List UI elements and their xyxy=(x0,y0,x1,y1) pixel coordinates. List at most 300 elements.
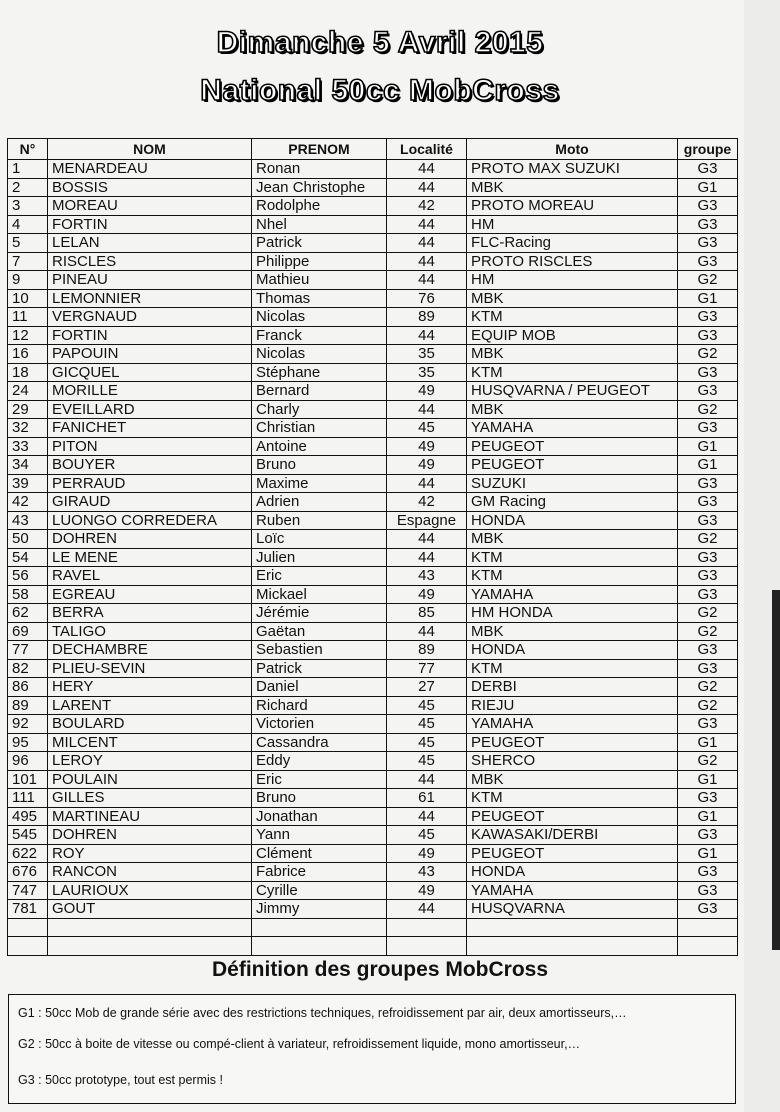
cell-prenom: Cyrille xyxy=(252,881,387,900)
cell-prenom: Sebastien xyxy=(252,641,387,660)
table-row xyxy=(8,863,738,882)
table-row xyxy=(8,530,738,549)
cell-nom: ROY xyxy=(48,844,252,863)
cell-groupe: G3 xyxy=(678,474,738,493)
table-row xyxy=(8,789,738,808)
cell-groupe: G3 xyxy=(678,659,738,678)
cell-groupe: G3 xyxy=(678,363,738,382)
cell-moto: KTM xyxy=(467,548,678,567)
cell-nom: LARENT xyxy=(48,696,252,715)
cell-prenom xyxy=(252,918,387,937)
cell-number: 9 xyxy=(8,271,48,290)
cell-number: 3 xyxy=(8,197,48,216)
cell-nom: PAPOUIN xyxy=(48,345,252,364)
definitions-box xyxy=(8,994,736,1104)
cell-prenom: Nhel xyxy=(252,215,387,234)
cell-nom: GICQUEL xyxy=(48,363,252,382)
column-header-prenom: PRENOM xyxy=(252,139,387,160)
cell-nom: FANICHET xyxy=(48,419,252,438)
cell-number: 4 xyxy=(8,215,48,234)
table-row xyxy=(8,548,738,567)
cell-localite: 77 xyxy=(387,659,467,678)
cell-groupe: G2 xyxy=(678,622,738,641)
cell-nom: BOUYER xyxy=(48,456,252,475)
cell-groupe: G2 xyxy=(678,345,738,364)
cell-moto: MBK xyxy=(467,345,678,364)
cell-nom: LEROY xyxy=(48,752,252,771)
cell-localite xyxy=(387,918,467,937)
cell-moto xyxy=(467,918,678,937)
table-row xyxy=(8,567,738,586)
cell-groupe: G3 xyxy=(678,197,738,216)
cell-prenom: Fabrice xyxy=(252,863,387,882)
cell-groupe: G1 xyxy=(678,733,738,752)
cell-number: 54 xyxy=(8,548,48,567)
cell-number: 58 xyxy=(8,585,48,604)
cell-number: 2 xyxy=(8,178,48,197)
cell-groupe: G3 xyxy=(678,160,738,179)
table-row xyxy=(8,844,738,863)
table-row xyxy=(8,604,738,623)
cell-localite: 27 xyxy=(387,678,467,697)
cell-nom xyxy=(48,937,252,956)
page-title-event: National 50cc MobCross xyxy=(200,74,560,107)
cell-groupe xyxy=(678,918,738,937)
cell-prenom: Thomas xyxy=(252,289,387,308)
cell-moto: MBK xyxy=(467,289,678,308)
cell-prenom: Jérémie xyxy=(252,604,387,623)
cell-nom: BOULARD xyxy=(48,715,252,734)
table-row xyxy=(8,511,738,530)
cell-nom: PLIEU-SEVIN xyxy=(48,659,252,678)
cell-localite: 44 xyxy=(387,271,467,290)
column-header-groupe: groupe xyxy=(678,139,738,160)
cell-nom: GOUT xyxy=(48,900,252,919)
cell-nom: EVEILLARD xyxy=(48,400,252,419)
table-row xyxy=(8,752,738,771)
cell-number: 32 xyxy=(8,419,48,438)
cell-prenom: Bruno xyxy=(252,789,387,808)
cell-localite: 44 xyxy=(387,622,467,641)
cell-groupe: G3 xyxy=(678,234,738,253)
cell-number: 77 xyxy=(8,641,48,660)
column-header-nom: NOM xyxy=(48,139,252,160)
cell-localite: 45 xyxy=(387,826,467,845)
cell-moto: YAMAHA xyxy=(467,585,678,604)
cell-moto: YAMAHA xyxy=(467,715,678,734)
cell-number: 12 xyxy=(8,326,48,345)
cell-groupe: G1 xyxy=(678,178,738,197)
cell-prenom: Stéphane xyxy=(252,363,387,382)
table-row xyxy=(8,215,738,234)
cell-prenom: Maxime xyxy=(252,474,387,493)
cell-nom: MENARDEAU xyxy=(48,160,252,179)
cell-moto: YAMAHA xyxy=(467,881,678,900)
definitions-title: Définition des groupes MobCross xyxy=(211,958,549,981)
cell-localite: 44 xyxy=(387,400,467,419)
cell-localite: 49 xyxy=(387,382,467,401)
cell-groupe: G3 xyxy=(678,252,738,271)
cell-localite: 49 xyxy=(387,844,467,863)
cell-number: 747 xyxy=(8,881,48,900)
table-row xyxy=(8,326,738,345)
cell-number: 5 xyxy=(8,234,48,253)
cell-number: 622 xyxy=(8,844,48,863)
cell-number: 24 xyxy=(8,382,48,401)
cell-prenom: Eric xyxy=(252,567,387,586)
cell-number: 495 xyxy=(8,807,48,826)
cell-localite: 35 xyxy=(387,345,467,364)
cell-prenom: Patrick xyxy=(252,234,387,253)
cell-nom: LEMONNIER xyxy=(48,289,252,308)
cell-moto: YAMAHA xyxy=(467,419,678,438)
cell-number: 7 xyxy=(8,252,48,271)
table-row xyxy=(8,659,738,678)
cell-number: 781 xyxy=(8,900,48,919)
table-row xyxy=(8,474,738,493)
cell-groupe: G3 xyxy=(678,789,738,808)
cell-nom: POULAIN xyxy=(48,770,252,789)
cell-groupe: G3 xyxy=(678,326,738,345)
cell-number xyxy=(8,937,48,956)
cell-nom: RISCLES xyxy=(48,252,252,271)
cell-groupe: G3 xyxy=(678,585,738,604)
cell-localite: 89 xyxy=(387,641,467,660)
cell-moto xyxy=(467,937,678,956)
table-header-row xyxy=(8,139,738,160)
cell-number: 95 xyxy=(8,733,48,752)
cell-localite: 44 xyxy=(387,160,467,179)
cell-moto: PEUGEOT xyxy=(467,844,678,863)
cell-localite: 44 xyxy=(387,530,467,549)
cell-localite: 42 xyxy=(387,493,467,512)
cell-moto: PEUGEOT xyxy=(467,733,678,752)
cell-prenom: Rodolphe xyxy=(252,197,387,216)
table-row xyxy=(8,419,738,438)
cell-prenom: Clément xyxy=(252,844,387,863)
cell-groupe: G1 xyxy=(678,437,738,456)
cell-localite: 45 xyxy=(387,752,467,771)
cell-localite: 76 xyxy=(387,289,467,308)
cell-localite: 44 xyxy=(387,234,467,253)
cell-groupe: G3 xyxy=(678,493,738,512)
cell-number: 545 xyxy=(8,826,48,845)
cell-nom: TALIGO xyxy=(48,622,252,641)
cell-number: 33 xyxy=(8,437,48,456)
cell-moto: PEUGEOT xyxy=(467,437,678,456)
cell-localite: 44 xyxy=(387,770,467,789)
cell-localite: 44 xyxy=(387,252,467,271)
cell-localite: 43 xyxy=(387,863,467,882)
page-title-date: Dimanche 5 Avril 2015 xyxy=(216,26,544,59)
cell-moto: PROTO MAX SUZUKI xyxy=(467,160,678,179)
table-row xyxy=(8,807,738,826)
table-row xyxy=(8,585,738,604)
cell-moto: MBK xyxy=(467,178,678,197)
cell-number: 39 xyxy=(8,474,48,493)
cell-number: 676 xyxy=(8,863,48,882)
cell-groupe: G1 xyxy=(678,289,738,308)
cell-moto: MBK xyxy=(467,622,678,641)
cell-prenom: Ronan xyxy=(252,160,387,179)
cell-moto: EQUIP MOB xyxy=(467,326,678,345)
cell-nom: DECHAMBRE xyxy=(48,641,252,660)
cell-moto: HUSQVARNA xyxy=(467,900,678,919)
cell-prenom: Nicolas xyxy=(252,345,387,364)
cell-moto: KTM xyxy=(467,308,678,327)
cell-prenom: Gaëtan xyxy=(252,622,387,641)
cell-prenom: Mickael xyxy=(252,585,387,604)
cell-nom: MARTINEAU xyxy=(48,807,252,826)
cell-nom: GIRAUD xyxy=(48,493,252,512)
cell-localite: 44 xyxy=(387,215,467,234)
cell-localite: 42 xyxy=(387,197,467,216)
cell-groupe: G3 xyxy=(678,548,738,567)
cell-prenom: Christian xyxy=(252,419,387,438)
cell-localite: 44 xyxy=(387,178,467,197)
cell-localite: Espagne xyxy=(387,511,467,530)
cell-prenom: Charly xyxy=(252,400,387,419)
cell-number: 62 xyxy=(8,604,48,623)
cell-moto: HONDA xyxy=(467,863,678,882)
table-row xyxy=(8,881,738,900)
cell-nom: LELAN xyxy=(48,234,252,253)
cell-localite: 44 xyxy=(387,900,467,919)
cell-prenom: Bruno xyxy=(252,456,387,475)
cell-prenom: Adrien xyxy=(252,493,387,512)
table-row xyxy=(8,363,738,382)
cell-moto: KTM xyxy=(467,789,678,808)
cell-moto: RIEJU xyxy=(467,696,678,715)
cell-number: 92 xyxy=(8,715,48,734)
cell-localite: 44 xyxy=(387,326,467,345)
column-header-localite: Localité xyxy=(387,139,467,160)
table-row xyxy=(8,715,738,734)
cell-nom: LE MENE xyxy=(48,548,252,567)
cell-groupe xyxy=(678,937,738,956)
column-header-moto: Moto xyxy=(467,139,678,160)
cell-number: 111 xyxy=(8,789,48,808)
cell-moto: KTM xyxy=(467,363,678,382)
table-row xyxy=(8,622,738,641)
cell-moto: MBK xyxy=(467,770,678,789)
cell-number: 29 xyxy=(8,400,48,419)
cell-nom: RANCON xyxy=(48,863,252,882)
cell-localite: 45 xyxy=(387,696,467,715)
table-row xyxy=(8,770,738,789)
cell-localite: 45 xyxy=(387,715,467,734)
cell-localite: 45 xyxy=(387,419,467,438)
cell-moto: KTM xyxy=(467,567,678,586)
cell-groupe: G2 xyxy=(678,400,738,419)
cell-groupe: G3 xyxy=(678,215,738,234)
cell-number: 16 xyxy=(8,345,48,364)
cell-groupe: G1 xyxy=(678,844,738,863)
cell-nom: PERRAUD xyxy=(48,474,252,493)
cell-moto: PEUGEOT xyxy=(467,807,678,826)
cell-groupe: G3 xyxy=(678,382,738,401)
table-row xyxy=(8,289,738,308)
cell-moto: FLC-Racing xyxy=(467,234,678,253)
cell-prenom: Patrick xyxy=(252,659,387,678)
cell-prenom: Eddy xyxy=(252,752,387,771)
table-row xyxy=(8,252,738,271)
cell-localite: 44 xyxy=(387,548,467,567)
cell-prenom xyxy=(252,937,387,956)
scan-edge xyxy=(744,0,780,1112)
cell-prenom: Ruben xyxy=(252,511,387,530)
table-row xyxy=(8,493,738,512)
cell-number xyxy=(8,918,48,937)
cell-moto: KTM xyxy=(467,659,678,678)
cell-groupe: G1 xyxy=(678,807,738,826)
cell-number: 10 xyxy=(8,289,48,308)
table-row xyxy=(8,178,738,197)
cell-moto: KAWASAKI/DERBI xyxy=(467,826,678,845)
cell-nom: GILLES xyxy=(48,789,252,808)
table-row xyxy=(8,437,738,456)
table-row xyxy=(8,271,738,290)
cell-groupe: G3 xyxy=(678,881,738,900)
cell-groupe: G2 xyxy=(678,604,738,623)
cell-number: 82 xyxy=(8,659,48,678)
column-header-number: N° xyxy=(8,139,48,160)
table-row xyxy=(8,937,738,956)
cell-nom: FORTIN xyxy=(48,326,252,345)
cell-nom: PITON xyxy=(48,437,252,456)
cell-nom: VERGNAUD xyxy=(48,308,252,327)
cell-prenom: Yann xyxy=(252,826,387,845)
table-row xyxy=(8,918,738,937)
cell-localite: 61 xyxy=(387,789,467,808)
cell-prenom: Jean Christophe xyxy=(252,178,387,197)
cell-groupe: G3 xyxy=(678,419,738,438)
cell-localite: 89 xyxy=(387,308,467,327)
definition-g1: G1 : 50cc Mob de grande série avec des restrictions techniques, refroidissement par air, deux amortisseurs,… xyxy=(18,1006,627,1020)
cell-number: 1 xyxy=(8,160,48,179)
cell-groupe: G2 xyxy=(678,271,738,290)
cell-groupe: G2 xyxy=(678,678,738,697)
table-row xyxy=(8,345,738,364)
cell-nom: RAVEL xyxy=(48,567,252,586)
cell-moto: PROTO RISCLES xyxy=(467,252,678,271)
cell-localite: 43 xyxy=(387,567,467,586)
cell-prenom: Jonathan xyxy=(252,807,387,826)
cell-localite: 44 xyxy=(387,474,467,493)
cell-prenom: Richard xyxy=(252,696,387,715)
cell-prenom: Bernard xyxy=(252,382,387,401)
table-row xyxy=(8,456,738,475)
table-row xyxy=(8,234,738,253)
table-row xyxy=(8,197,738,216)
cell-nom: MILCENT xyxy=(48,733,252,752)
cell-localite: 45 xyxy=(387,733,467,752)
table-row xyxy=(8,160,738,179)
cell-groupe: G3 xyxy=(678,826,738,845)
cell-number: 50 xyxy=(8,530,48,549)
table-row xyxy=(8,696,738,715)
cell-nom: LAURIOUX xyxy=(48,881,252,900)
cell-number: 18 xyxy=(8,363,48,382)
cell-prenom: Cassandra xyxy=(252,733,387,752)
cell-nom xyxy=(48,918,252,937)
cell-moto: PROTO MOREAU xyxy=(467,197,678,216)
cell-groupe: G3 xyxy=(678,308,738,327)
cell-nom: HERY xyxy=(48,678,252,697)
table-row xyxy=(8,900,738,919)
cell-nom: BERRA xyxy=(48,604,252,623)
cell-localite xyxy=(387,937,467,956)
cell-moto: SHERCO xyxy=(467,752,678,771)
table-row xyxy=(8,826,738,845)
cell-nom: FORTIN xyxy=(48,215,252,234)
cell-nom: PINEAU xyxy=(48,271,252,290)
cell-groupe: G3 xyxy=(678,511,738,530)
table-row xyxy=(8,733,738,752)
cell-number: 96 xyxy=(8,752,48,771)
cell-number: 11 xyxy=(8,308,48,327)
cell-number: 89 xyxy=(8,696,48,715)
cell-number: 86 xyxy=(8,678,48,697)
cell-groupe: G3 xyxy=(678,900,738,919)
cell-number: 42 xyxy=(8,493,48,512)
cell-groupe: G3 xyxy=(678,641,738,660)
cell-groupe: G1 xyxy=(678,770,738,789)
cell-groupe: G2 xyxy=(678,696,738,715)
cell-moto: DERBI xyxy=(467,678,678,697)
table-row xyxy=(8,400,738,419)
cell-prenom: Julien xyxy=(252,548,387,567)
cell-moto: HM xyxy=(467,215,678,234)
cell-localite: 49 xyxy=(387,456,467,475)
table-row xyxy=(8,308,738,327)
table-row xyxy=(8,382,738,401)
cell-moto: PEUGEOT xyxy=(467,456,678,475)
cell-prenom: Franck xyxy=(252,326,387,345)
cell-localite: 49 xyxy=(387,437,467,456)
cell-prenom: Philippe xyxy=(252,252,387,271)
cell-localite: 35 xyxy=(387,363,467,382)
cell-prenom: Antoine xyxy=(252,437,387,456)
cell-prenom: Jimmy xyxy=(252,900,387,919)
cell-moto: HM HONDA xyxy=(467,604,678,623)
cell-number: 56 xyxy=(8,567,48,586)
cell-prenom: Mathieu xyxy=(252,271,387,290)
cell-moto: HM xyxy=(467,271,678,290)
cell-localite: 49 xyxy=(387,881,467,900)
table-row xyxy=(8,678,738,697)
cell-nom: MORILLE xyxy=(48,382,252,401)
riders-table xyxy=(7,138,738,956)
cell-moto: HONDA xyxy=(467,511,678,530)
cell-moto: MBK xyxy=(467,530,678,549)
cell-prenom: Loïc xyxy=(252,530,387,549)
cell-prenom: Victorien xyxy=(252,715,387,734)
cell-moto: GM Racing xyxy=(467,493,678,512)
cell-groupe: G2 xyxy=(678,752,738,771)
scan-edge-bar xyxy=(772,590,780,950)
cell-nom: EGREAU xyxy=(48,585,252,604)
cell-nom: DOHREN xyxy=(48,530,252,549)
cell-groupe: G2 xyxy=(678,530,738,549)
cell-moto: HONDA xyxy=(467,641,678,660)
definition-g2: G2 : 50cc à boite de vitesse ou compé-client à variateur, refroidissement liquide, mono amortisseur,… xyxy=(18,1037,581,1051)
cell-prenom: Nicolas xyxy=(252,308,387,327)
cell-nom: DOHREN xyxy=(48,826,252,845)
cell-moto: SUZUKI xyxy=(467,474,678,493)
cell-number: 34 xyxy=(8,456,48,475)
cell-prenom: Daniel xyxy=(252,678,387,697)
